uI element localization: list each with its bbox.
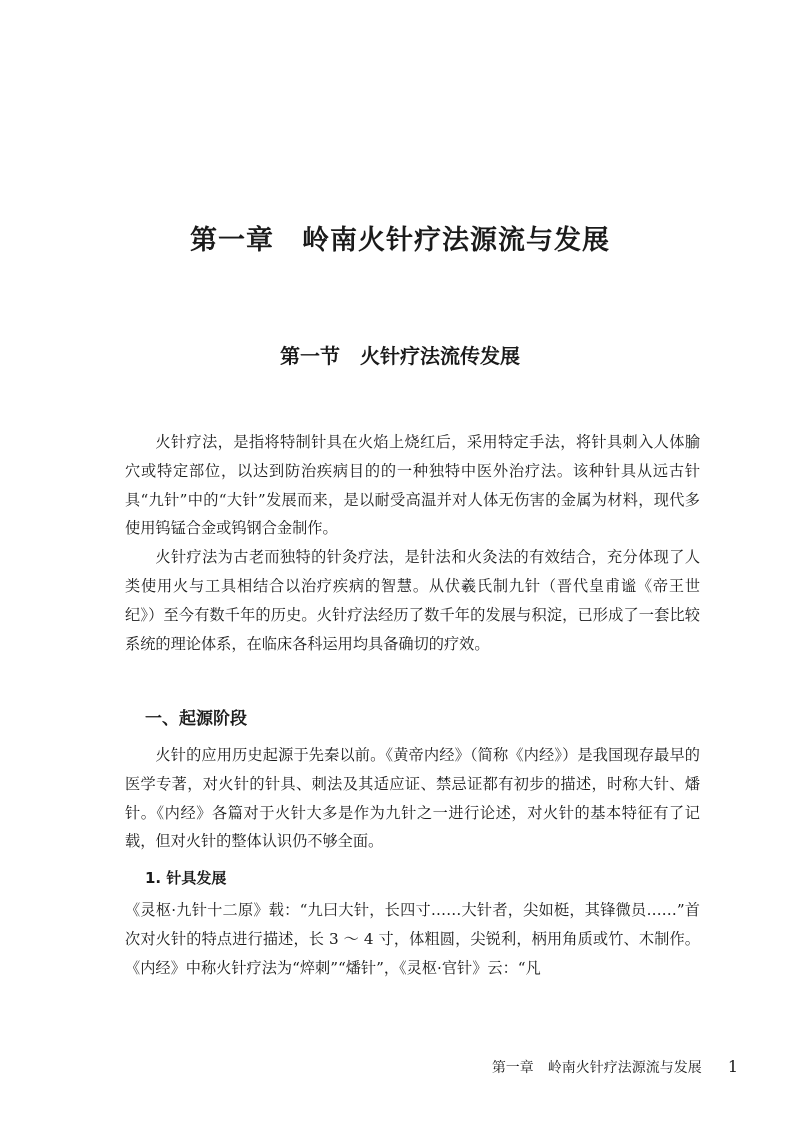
section-label: 第一节 — [280, 344, 340, 368]
chapter-name: 岭南火针疗法源流与发展 — [302, 225, 610, 256]
page-footer — [492, 1057, 738, 1077]
intro-block — [125, 428, 700, 658]
intro-paragraph-1: 火针疗法，是指将特制针具在火焰上烧红后，采用特定手法，将针具刺入人体腧穴或特定部位，以达到防治疾病目的的一种独特中医外治疗法。该种针具从远古针具“九针”中的“大针”发展而来，是以耐受高温并对人体无伤害的金属为材料，现代多使用钨锰合金或钨钢合金制作。 — [125, 433, 700, 538]
intro-paragraph-2: 火针疗法为古老而独特的针灸疗法，是针法和火灸法的有效结合，充分体现了人类使用火与工具相结合以治疗疾病的智慧。从伏羲氏制九针（晋代皇甫谧《帝王世纪》）至今有数千年的历史。火针疗法经历了数千年的发展与积淀，已形成了一套比较系统的理论体系，在临床各科运用均具备确切的疗效。 — [125, 548, 700, 653]
section-name: 火针疗法流传发展 — [360, 344, 520, 368]
section-title — [0, 340, 800, 369]
item-heading: 1. 针具发展 — [145, 869, 227, 887]
running-head: 第一章 岭南火针疗法源流与发展 — [491, 1060, 702, 1076]
chapter-title — [0, 218, 800, 257]
item-block — [125, 896, 700, 982]
item-paragraph: 《灵枢·九针十二原》载：“九曰大针，长四寸……大针者，尖如梃，其锋微员……”首次对火针的特点进行描述，长 3 ～ 4 寸，体粗圆，尖锐利，柄用角质或竹、木制作。《内经》中称火针疗法为“焠刺”“燔针”，《灵枢·官针》云：“凡 — [125, 901, 700, 977]
subsection-heading: 一、起源阶段 — [145, 709, 247, 729]
subsection-block — [125, 741, 700, 856]
page-number: 1 — [727, 1057, 738, 1076]
subsection-paragraph: 火针的应用历史起源于先秦以前。《黄帝内经》（简称《内经》）是我国现存最早的医学专著，对火针的针具、刺法及其适应证、禁忌证都有初步的描述，时称大针、燔针。《内经》各篇对于火针大多是作为九针之一进行论述，对火针的基本特征有了记载，但对火针的整体认识仍不够全面。 — [125, 746, 700, 851]
chapter-label: 第一章 — [190, 225, 274, 256]
